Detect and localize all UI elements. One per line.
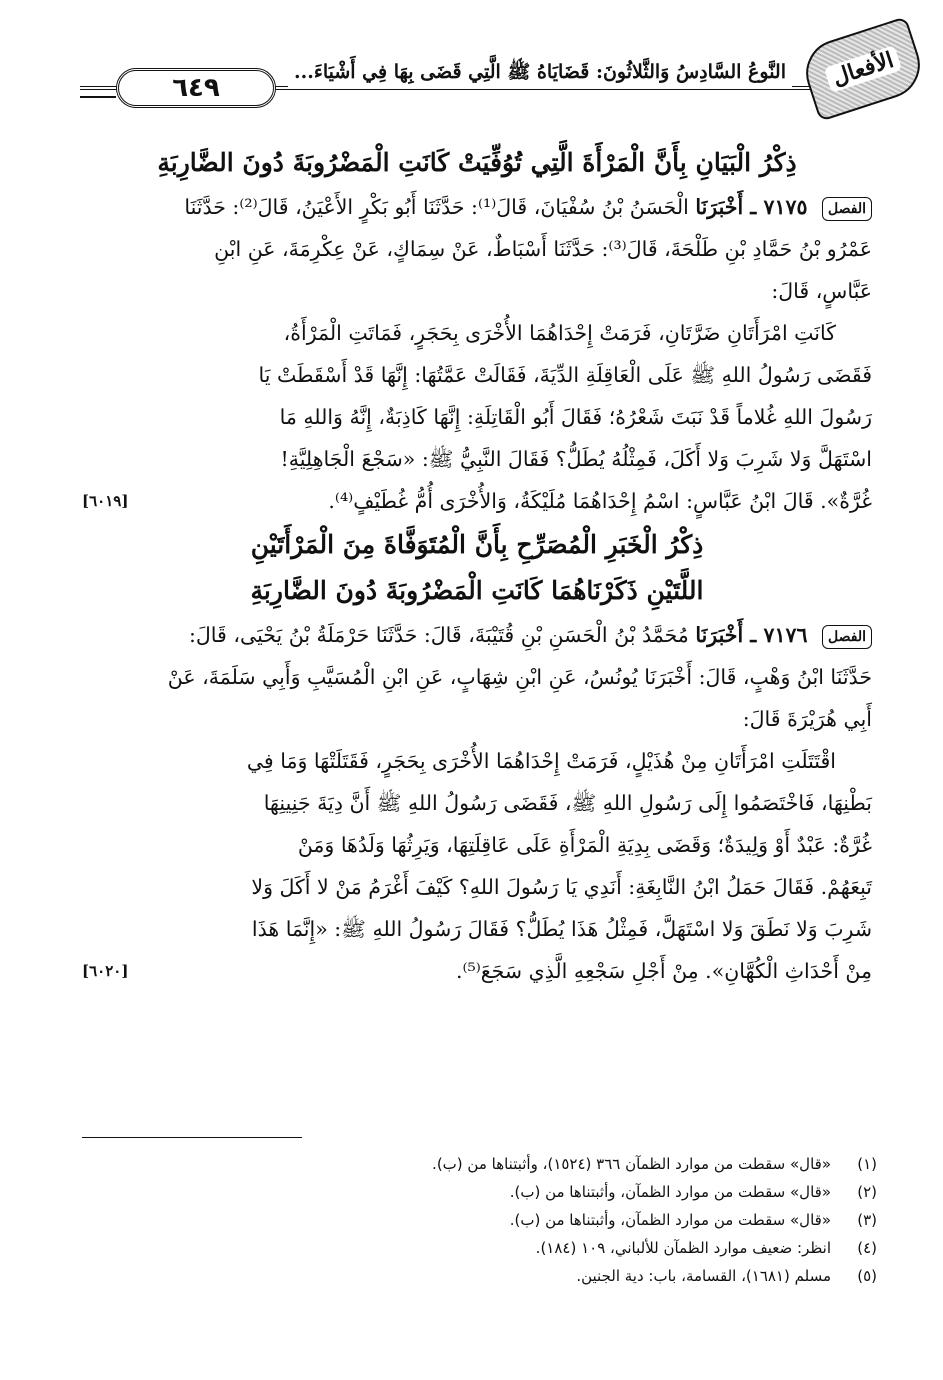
footnote-text: «قال» سقطت من موارد الظمآن، وأثبتناها من (ب). [509,1211,831,1229]
footnote-number: (١) [857,1155,877,1173]
footnote [77,1234,877,1262]
section-heading-2-line-1: ذِكْرُ الْخَبَرِ الْمُصَرِّحِ بِأَنَّ الْمُتَوَفَّاةَ مِنَ الْمَرْأَتَيْنِ [250,530,704,559]
matn-text: غُرَّةٌ». قَالَ ابْنُ عَبَّاسٍ: اسْمُ إِحْدَاهُمَا مُلَيْكَةُ، وَالأُخْرَى أُمُّ غُطَيْفٍ⁽⁴⁾. [328,489,872,513]
hadith-reference: [٦٠١٩] [82,492,129,510]
footnotes [77,1150,877,1290]
footnote-separator [82,1137,302,1138]
hadith-number: ٧١٧٦ ـ أَخْبَرَنَا [695,623,808,647]
footnote [77,1150,877,1178]
corner-tag [797,16,928,122]
section-heading-1: ذِكْرُ الْبَيَانِ بِأَنَّ الْمَرْأَةَ الَّتِي تُوُفِّيَتْ كَانَتِ الْمَضْرُوبَةَ دُونَ الضَّارِبَةِ [157,148,797,177]
hadith-isnad-line [82,614,872,656]
hadith-tag: الفصل [822,197,872,221]
main-content [82,140,872,992]
matn-line [82,950,872,992]
isnad-text: مُحَمَّدُ بْنُ الْحَسَنِ بْنِ قُتَيْبَةَ، قَالَ: حَدَّثَنَا حَرْمَلَةُ بْنُ يَحْيَى، قَالَ: [189,623,689,647]
footnote-text: «قال» سقطت من موارد الظمآن، وأثبتناها من (ب). [509,1183,831,1201]
hadith-reference: [٦٠٢٠] [82,962,129,980]
matn-line: شَرِبَ وَلا نَطَقَ وَلا اسْتَهَلَّ، فَمِثْلُ هَذَا يُطَلُّ؟ فَقَالَ رَسُولُ اللهِ ﷺ: «إِنَّمَا هَذَا [251,917,872,941]
matn-line: تَبِعَهُمْ. فَقَالَ حَمَلُ ابْنُ النَّابِغَةِ: أَنَدِي يَا رَسُولَ اللهِ؟ كَيْفَ أَغْرَمُ مَنْ لا أَكَلَ وَلا [251,875,872,899]
isnad-text: الْحَسَنُ بْنُ سُفْيَانَ، قَالَ⁽¹⁾: حَدَّثَنَا أَبُو بَكْرٍ الأَعْيَنُ، قَالَ⁽²⁾: حَدَّثَنَا [184,195,689,219]
running-head: النَّوعُ السَّادِسُ وَالثَّلاثُونَ: قَضَايَاهُ ﷺ الَّتِي قَضَى بِهَا فِي أَشْيَاءَ... [288,60,792,88]
footnote-text: انظر: ضعيف موارد الظمآن للألباني، ١٠٩ (١٨٤). [535,1239,831,1257]
isnad-line: عَبَّاسٍ، قَالَ: [771,279,872,303]
section-heading-2-line-2: اللَّتَيْنِ ذَكَرْنَاهُمَا كَانَتِ الْمَضْرُوبَةَ دُونَ الضَّارِبَةِ [250,576,704,605]
footnote-text: مسلم (١٦٨١)، القسامة، باب: دية الجنين. [576,1267,831,1285]
footnote [77,1262,877,1290]
matn-line: بَطْنِهَا، فَاخْتَصَمُوا إِلَى رَسُولِ اللهِ ﷺ، فَقَضَى رَسُولُ اللهِ ﷺ أَنَّ دِيَةَ جَنِينِهَا [263,791,872,815]
corner-tag-label: الأفعال [824,45,903,93]
matn-line: كَانَتِ امْرَأَتَانِ ضَرَّتَانِ، فَرَمَتْ إِحْدَاهُمَا الأُخْرَى بِحَجَرٍ، فَمَاتَتِ الْمَرْأَةُ، [283,321,836,345]
footnote-number: (٢) [857,1183,877,1201]
matn-line: غُرَّةٌ: عَبْدٌ أَوْ وَلِيدَةٌ؛ وَقَضَى بِدِيَةِ الْمَرْأَةِ عَلَى عَاقِلَتِهَا، وَيَرِثُهَا وَلَدُهَا وَمَنْ [297,833,872,857]
footnote-text: «قال» سقطت من موارد الظمآن ٣٦٦ (١٥٢٤)، وأثبتناها من (ب). [432,1155,831,1173]
hadith-tag: الفصل [822,625,872,649]
footnote [77,1206,877,1234]
footnote-number: (٤) [857,1239,877,1257]
matn-line: رَسُولَ اللهِ غُلاماً قَدْ نَبَتَ شَعْرُهُ؛ فَقَالَ أَبُو الْقَاتِلَةِ: إِنَّهَا كَاذِبَةٌ، إِنَّهُ وَاللهِ مَا [279,405,872,429]
footnote [77,1178,877,1206]
page-header [80,46,920,116]
isnad-line: أَبِي هُرَيْرَةَ قَالَ: [742,707,872,731]
isnad-line: حَدَّثَنَا ابْنُ وَهْبٍ، قَالَ: أَخْبَرَنَا يُونُسُ، عَنِ ابْنِ شِهَابٍ، عَنِ ابْنِ الْمُسَيَّبِ وَأَبِي سَلَمَةَ، عَنْ [167,665,872,689]
matn-line: اسْتَهَلَّ وَلا شَرِبَ وَلا أَكَلَ، فَمِثْلُهُ يُطَلُّ؟ فَقَالَ النَّبِيُّ ﷺ: «سَجْعَ الْجَاهِلِيَّةِ! [280,447,872,471]
footnote-number: (٥) [857,1267,877,1285]
matn-line: فَقَضَى رَسُولُ اللهِ ﷺ عَلَى الْعَاقِلَةِ الدِّيَةَ، فَقَالَتْ عَمَّتُهَا: إِنَّهَا قَدْ أَسْقَطَتْ يَا [258,363,872,387]
matn-text: مِنْ أَحْدَاثِ الْكُهَّانِ». مِنْ أَجْلِ سَجْعِهِ الَّذِي سَجَعَ⁽⁵⁾. [455,959,872,983]
hadith-isnad-line [82,186,872,228]
isnad-line: عَمْرُو بْنُ حَمَّادِ بْنِ طَلْحَةَ، قَالَ⁽³⁾: حَدَّثَنَا أَسْبَاطٌ، عَنْ سِمَاكٍ، عَنْ عِكْرِمَةَ، عَنِ ابْنِ [214,237,872,261]
matn-line: اقْتَتَلَتِ امْرَأَتَانِ مِنْ هُذَيْلٍ، فَرَمَتْ إِحْدَاهُمَا الأُخْرَى بِحَجَرٍ، فَقَتَلَتْهَا وَمَا فِي [246,749,836,773]
matn-line [82,480,872,522]
header-rule-short [80,96,116,98]
hadith-number: ٧١٧٥ ـ أَخْبَرَنَا [695,195,808,219]
footnote-number: (٣) [857,1211,877,1229]
page-number: ٦٤٩ [116,68,276,108]
